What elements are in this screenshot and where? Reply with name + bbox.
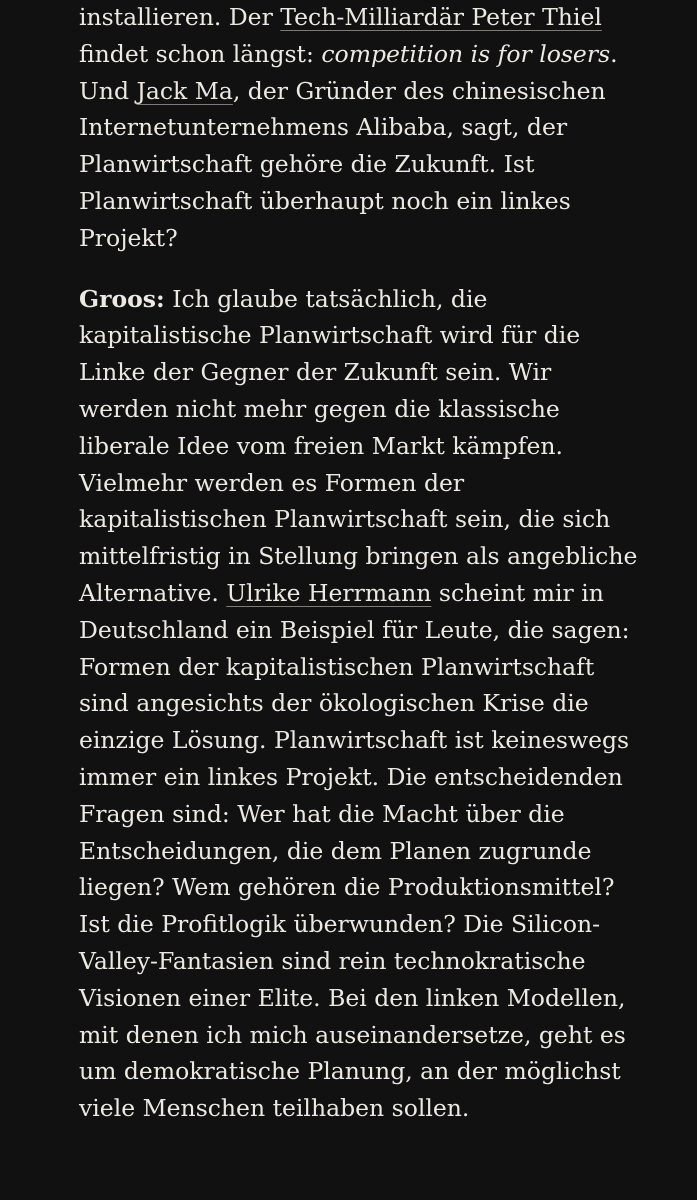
interview-question (79, 0, 639, 257)
interview-answer (79, 281, 639, 1127)
link-jack-ma[interactable]: Jack Ma (136, 76, 233, 105)
answer-text-2: scheint mir in Deutschland ein Beispiel für Leute, die sagen: Formen der kapitalistischen Planwirtschaft sind angesichts der ökologischen Krise die einzige Lösung. Planwirtschaft ist keineswegs immer ein linkes Projekt. Die entscheidenden Fragen sind: Wer hat die Macht über die Entscheidungen, die dem Planen zugrunde liegen? Wem gehören die Produktionsmittel? Ist die Profitlogik überwunden? Die Silicon-Valley-Fantasien sind rein technokratische Visionen einer Elite. Bei den linken Modellen, mit denen ich mich auseinandersetze, geht es um demokratische Planung, an der möglichst viele Menschen teilhaben sollen. (79, 578, 630, 1123)
question-text-4: , der Gründer des chinesischen Internetunternehmens Alibaba, sagt, der Planwirtschaft gehöre die Zukunft. Ist Planwirtschaft überhaupt noch ein linkes Projekt? (79, 76, 606, 252)
speaker-name: Groos: (79, 284, 165, 313)
article-body (79, 0, 639, 1127)
quote-competition: competition is for losers (321, 39, 611, 68)
question-text-1: installieren. Der (79, 3, 281, 31)
link-ulrike-herrmann[interactable]: Ulrike Herrmann (226, 578, 432, 607)
link-peter-thiel[interactable]: Tech-Milliardär Peter Thiel (280, 3, 602, 31)
question-text-3: . Und (79, 39, 618, 105)
question-text-2: findet schon längst: (79, 39, 322, 68)
answer-text-1: Ich glaube tatsächlich, die kapitalistische Planwirtschaft wird für die Linke der Gegner der Zukunft sein. Wir werden nicht mehr gegen die klassische liberale Idee vom freien Markt kämpfen. Vielmehr werden es Formen der kapitalistischen Planwirtschaft sein, die sich mittelfristig in Stellung bringen als angebliche Alternative. (79, 284, 638, 607)
